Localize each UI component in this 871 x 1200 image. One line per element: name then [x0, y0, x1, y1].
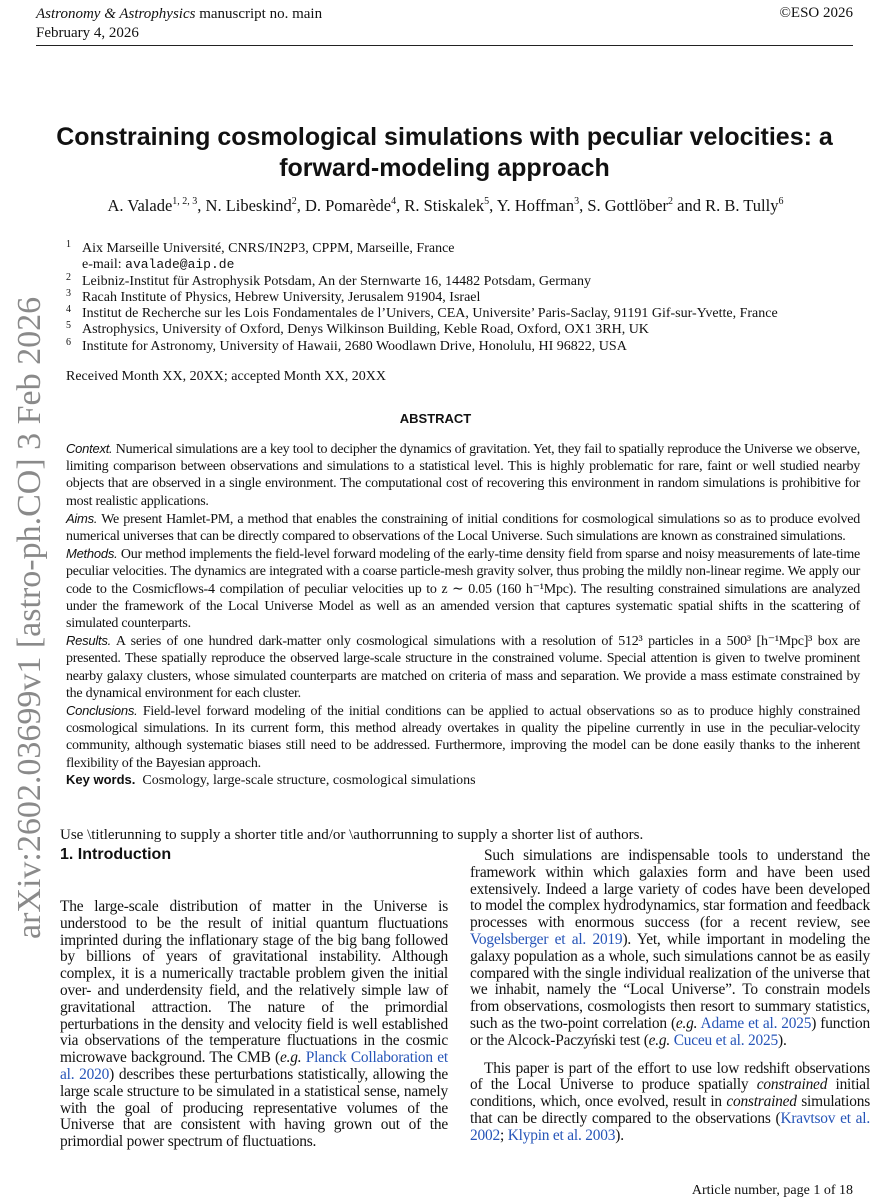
affiliations — [66, 241, 778, 355]
author — [305, 196, 396, 215]
italic-text: e.g. — [675, 1014, 698, 1032]
author-affiliation-mark: 1, 2, 3 — [172, 196, 198, 207]
citation-link[interactable]: Planck Collaboration et al. 2020 — [60, 1049, 448, 1083]
abstract — [66, 440, 860, 772]
affiliation-text: Leibniz-Institut für Astrophysik Potsdam, An der Sternwarte 16, 14482 Potsdam, Germany — [82, 273, 591, 289]
abstract-methods — [66, 545, 860, 632]
paragraph — [60, 899, 448, 1151]
paragraph — [470, 1061, 870, 1145]
affiliation: 3 Racah Institute of Physics, Hebrew University, Jerusalem 91904, Israel — [66, 287, 481, 305]
keywords-text: Cosmology, large-scale structure, cosmological simulations — [142, 773, 476, 788]
author-affiliation-mark: 4 — [391, 196, 397, 207]
author-affiliation-mark: 2 — [291, 196, 297, 207]
abstract-text: A series of one hundred dark-matter only cosmological simulations with a resolution of 512³ particles in a 500³ [h⁻¹Mpc]³ box are presented. These spatially reproduce the observed large-scale structure in the constrained volume. Special attention is given to twelve prominent nearby galaxy clusters, whose simulated counterparts are matched on criteria of mass and separation. We provide a mass estimate constrained by the dynamical environment for each cluster. — [66, 634, 860, 701]
body-text: ) function or the Alcock-Paczyński test ( — [470, 1014, 870, 1049]
affiliation-text: Aix Marseille Université, CNRS/IN2P3, CPPM, Marseille, France — [82, 241, 455, 256]
abstract-conclusions — [66, 702, 860, 772]
author-affiliation-mark: 2 — [668, 196, 673, 207]
email-line — [66, 257, 778, 273]
author-name: N. Libeskind — [205, 196, 292, 215]
journal-name: Astronomy & Astrophysics — [36, 6, 196, 22]
author — [108, 196, 198, 215]
abstract-heading: ABSTRACT — [399, 411, 472, 426]
abstract-text: Our method implements the field-level forward modeling of the early-time density field from sparse and noisy measurements of late-time peculiar velocities. The dynamics are integrated with a coarse particle-mesh gravity solver, thus probing the mildly non-linear regime. We apply our code to the Cosmicflows-4 compilation of peculiar velocities up to z ∼ 0.05 (160 h⁻¹Mpc). The resulting constrained simulations are analyzed under the framework of the Local Universe Model as well as an amended version that captures systematic spatial shifts in the scattering of simulated counterparts. — [66, 547, 861, 632]
italic-text: e.g. — [648, 1031, 671, 1049]
section-title: 1. Introduction — [60, 846, 172, 863]
affiliation-text: Institute for Astronomy, University of Hawaii, 2680 Woodlawn Drive, Honolulu, HI 96822, USA — [82, 338, 627, 354]
email-label: e-mail: — [82, 257, 126, 273]
citation-link[interactable]: Adame et al. 2025 — [700, 1014, 812, 1032]
abstract-results — [66, 632, 860, 702]
affiliation-text: Racah Institute of Physics, Hebrew University, Jerusalem 91904, Israel — [82, 289, 481, 305]
manuscript-label: manuscript no. main — [199, 6, 323, 22]
body-text: ). Yet, while important in modeling the galaxy population as a whole, such simulations cannot be as easily compared with the single individual realization of the universe that we inhabit, namely the “Local Universe”. To constrain models from observations, cosmologists then resort to summary statistics, such as the two-point correlation ( — [470, 930, 870, 1032]
paragraph — [470, 848, 870, 1050]
citation-link[interactable]: Cuceu et al. 2025 — [673, 1031, 779, 1049]
author-name: R. Stiskalek — [404, 196, 485, 215]
body-text: ). — [778, 1031, 787, 1049]
abstract-aims — [66, 510, 860, 545]
author-name: A. Valade — [107, 196, 173, 215]
header-rule — [36, 45, 853, 46]
header-date: February 4, 2026 — [36, 25, 139, 41]
author — [705, 196, 783, 215]
author-affiliation-mark: 6 — [778, 196, 784, 207]
right-column — [470, 848, 870, 1156]
affiliation: 1 Aix Marseille Université, CNRS/IN2P3, CPPM, Marseille, France — [66, 239, 455, 256]
citation-link[interactable]: Vogelsberger et al. 2019 — [470, 930, 623, 948]
abstract-label: Aims. — [66, 510, 98, 526]
keywords-label: Key words. — [66, 772, 136, 787]
affiliation: 4 Institut de Recherche sur les Lois Fondamentales de l’Univers, CEA, Universite’ Paris-Saclay, 91191 Gif-sur-Yvette, France — [66, 304, 778, 322]
body-text: simulations that can be directly compared to the observations ( — [470, 1093, 870, 1127]
page-footer: Article number, page 1 of 18 — [691, 1183, 853, 1198]
citation-link[interactable]: Kravtsov et al. 2002 — [470, 1109, 870, 1144]
copyright: ©ESO 2026 — [779, 5, 853, 21]
abstract-text: Field-level forward modeling of the initial conditions can be applied to actual observations so as to produce highly constrained cosmological simulations. In its current form, this method already overtakes in quality the pipeline currently in use in the peculiar-velocity community, although systematic biases still need to be addressed. Furthermore, improving the model can be done easily thanks to the inherent flexibility of the Bayesian approach. — [66, 704, 860, 771]
author-name: Y. Hoffman — [496, 196, 575, 215]
italic-text: e.g. — [279, 1049, 302, 1067]
author — [497, 196, 579, 215]
author-list: A. Valade$^{1, 2, 3}$, N. Libeskind$^2$, D. Pomarède$^4$, R. Stiskalek$^5$, Y. Hoffman$^3$, S. Gottlöber$^2$ and R. B. Tully$^6$ — [107, 196, 784, 215]
body-text: ). — [615, 1126, 624, 1144]
author — [206, 196, 297, 215]
abstract-label: Results. — [66, 633, 111, 649]
affiliation: 6 Institute for Astronomy, University of Hawaii, 2680 Woodlawn Drive, Honolulu, HI 96822, USA — [66, 336, 627, 354]
abstract-label: Methods. — [66, 546, 118, 562]
author — [587, 196, 673, 215]
italic-text: constrained — [726, 1093, 797, 1111]
affiliation: 2 Leibniz-Institut für Astrophysik Potsdam, An der Sternwarte 16, 14482 Potsdam, Germany — [66, 271, 591, 289]
body-text: Such simulations are indispensable tools to understand the framework within which galaxies form and have been used extensively. Indeed a large variety of codes have been developed to model the complex hydrodynamics, star formation and feedback processes with enormous success (for a recent review, see — [470, 847, 870, 932]
affiliation: 5 Astrophysics, University of Oxford, Denys Wilkinson Building, Keble Road, Oxford, OX1 3RH, UK — [66, 320, 649, 338]
abstract-text: We present Hamlet-PM, a method that enables the constraining of initial conditions for cosmological simulations so as to produce evolved numerical universes that can be directly compared to observations of the Local Universe. Such simulations are known as constrained simulations. — [66, 511, 861, 545]
author — [404, 196, 489, 215]
body-text: The large-scale distribution of matter in the Universe is understood to be the result of initial quantum fluctuations imprinted during the inflationary stage of the big bang followed by billions of years of gravitational instability. Although complex, it is a numerically tractable problem given the initial over- and underdensity field, and the relatively simple law of gravitational attraction. The nature of the primordial perturbations in the density and velocity field is well established via observations of the temperature fluctuations in the cosmic microwave background. The CMB ( — [60, 898, 448, 1067]
body-text: ; — [499, 1126, 508, 1144]
arxiv-identifier[interactable]: arXiv:2602.03699v1 [astro-ph.CO] 3 Feb 2026 — [11, 296, 48, 939]
author-affiliation-mark: 3 — [574, 196, 580, 207]
running-header — [36, 5, 322, 43]
author-name: R. B. Tully — [705, 196, 779, 215]
italic-text: constrained — [756, 1076, 828, 1094]
body-text: initial conditions, which, once evolved, result in — [470, 1076, 870, 1111]
titlerunning-note: Use \titlerunning to supply a shorter title and/or \authorrunning to supply a shorter list of authors. — [60, 827, 644, 843]
author-name: S. Gottlöber — [587, 196, 668, 215]
received-dates: Received Month XX, 20XX; accepted Month XX, 20XX — [66, 369, 386, 384]
citation-link[interactable]: Klypin et al. 2003 — [507, 1126, 616, 1144]
affiliation-text: Astrophysics, University of Oxford, Denys Wilkinson Building, Keble Road, Oxford, OX1 3RH, UK — [82, 322, 649, 338]
keywords — [66, 772, 476, 789]
affiliation-text: Institut de Recherche sur les Lois Fondamentales de l’Univers, CEA, Universite’ Paris-Saclay, 91191 Gif-sur-Yvette, France — [82, 306, 778, 322]
body-text: This paper is part of the effort to use low redshift observations of the Local Universe to produce spatially — [470, 1059, 870, 1094]
abstract-label: Context. — [66, 441, 113, 456]
author-name: D. Pomarède — [304, 196, 392, 215]
abstract-context — [66, 440, 860, 510]
paper-title: Constraining cosmological simulations with peculiar velocities: a forward-modeling approach — [56, 123, 833, 182]
abstract-text: Numerical simulations are a key tool to decipher the dynamics of gravitation. Yet, they fail to spatially reproduce the Universe we observe, limiting comparison between observations and simulations to a statistical level. This is highly problematic for rare, faint or well studied nearby objects that are observed in a single environment. The computational cost of recovering this environment in random simulations is prohibitive for most realistic applications. — [66, 442, 861, 509]
email-address[interactable]: avalade@aip.de — [125, 257, 235, 273]
abstract-label: Conclusions. — [66, 703, 138, 719]
body-text: ) describes these perturbations statistically, allowing the large scale structure to be simulated in a statistical sense, namely with the goal of producing representative volumes of the Universe that are consistent with having grown out of the primordial power spectrum of fluctuations. — [60, 1065, 449, 1151]
left-column — [60, 899, 448, 1151]
author-affiliation-mark: 5 — [484, 196, 490, 207]
